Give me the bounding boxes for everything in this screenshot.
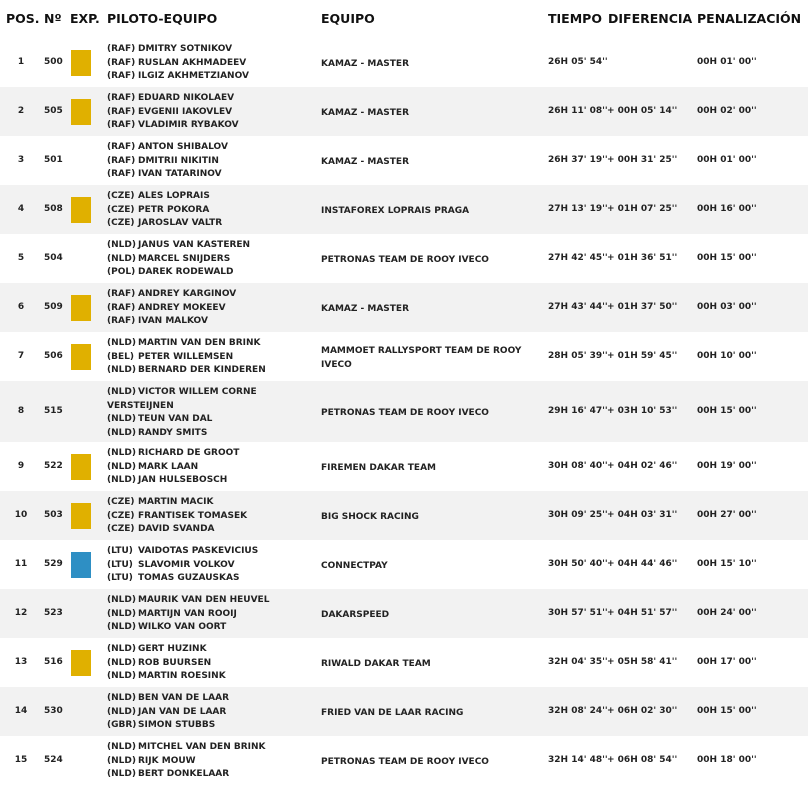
crew-name: IVAN MALKOV [138, 316, 208, 327]
team-cell: BIG SHOCK RACING [321, 512, 419, 522]
crew-nationality: (NLD) [107, 644, 136, 654]
table-row [0, 687, 808, 736]
difference-cell: + 04H 03' 31'' [607, 510, 678, 520]
crew-nationality: (NLD) [107, 693, 136, 703]
crew-name: ANDREY MOKEEV [138, 302, 226, 313]
table-row [0, 638, 808, 687]
table-row [0, 332, 808, 381]
crew-nationality: (NLD) [107, 414, 136, 425]
difference-cell: + 01H 37' 50'' [607, 302, 678, 312]
crew-name: MARTIN MACIK [138, 497, 214, 507]
crew-list [107, 92, 239, 133]
crew-list [107, 643, 226, 684]
crew-member [107, 719, 229, 733]
number-cell: 515 [44, 406, 63, 416]
crew-nationality: (RAF) [107, 289, 136, 299]
time-cell: 30H 50' 40'' [548, 559, 608, 569]
penalty-cell: 00H 27' 00'' [697, 510, 757, 520]
position-cell: 5 [17, 253, 25, 263]
crew-list [107, 594, 269, 635]
crew-list [107, 190, 222, 231]
position-cell: 11 [14, 559, 28, 569]
crew-member [107, 510, 247, 524]
penalty-cell: 00H 18' 00'' [697, 755, 757, 765]
team-cell: CONNECTPAY [321, 561, 388, 571]
number-cell: 523 [44, 608, 63, 618]
crew-name: BERNARD DER KINDEREN [138, 365, 266, 376]
crew-name: ANTON SHIBALOV [138, 142, 228, 152]
experience-badge-gold-icon [71, 650, 91, 676]
penalty-cell: 00H 10' 00'' [697, 351, 757, 361]
difference-cell: + 00H 05' 14'' [607, 106, 678, 116]
crew-name: MARTIN ROESINK [138, 671, 226, 682]
crew-nationality: (RAF) [107, 120, 136, 131]
crew-member [107, 155, 228, 169]
table-row [0, 87, 808, 136]
crew-list [107, 496, 247, 537]
time-cell: 32H 08' 24'' [548, 706, 608, 716]
crew-member [107, 386, 257, 413]
crew-name: FRANTISEK TOMASEK [138, 510, 248, 521]
crew-nationality: (RAF) [107, 169, 136, 180]
difference-cell: + 03H 10' 53'' [607, 406, 678, 416]
team-cell: MAMMOET RALLYSPORT TEAM DE ROOY IVECO [321, 346, 522, 370]
crew-nationality: (CZE) [107, 524, 135, 535]
time-cell: 30H 57' 51'' [548, 608, 608, 618]
crew-member [107, 43, 249, 57]
difference-cell: + 06H 02' 30'' [607, 706, 678, 716]
crew-member [107, 253, 250, 267]
crew-name: DAREK RODEWALD [138, 267, 234, 278]
crew-name: JANUS VAN KASTEREN [138, 240, 251, 250]
crew-member [107, 755, 266, 769]
difference-cell: + 01H 59' 45'' [607, 351, 678, 361]
crew-member [107, 496, 247, 510]
crew-member [107, 190, 222, 204]
time-cell: 27H 43' 44'' [548, 302, 608, 312]
crew-member [107, 413, 257, 427]
crew-member [107, 594, 269, 608]
penalty-cell: 00H 24' 00'' [697, 608, 757, 618]
crew-nationality: (NLD) [107, 742, 136, 752]
team-cell: KAMAZ - MASTER [321, 108, 410, 118]
time-cell: 28H 05' 39'' [548, 351, 608, 361]
table-row [0, 185, 808, 234]
number-cell: 524 [44, 755, 63, 765]
table-row [0, 38, 808, 87]
crew-nationality: (RAF) [107, 142, 136, 152]
crew-name: SLAVOMIR VOLKOV [138, 559, 235, 570]
crew-nationality: (CZE) [107, 218, 135, 229]
difference-cell: + 00H 31' 25'' [607, 155, 678, 165]
crew-name: DAVID SVANDA [138, 524, 215, 535]
crew-name: WILKO VAN OORT [138, 622, 227, 633]
crew-member [107, 523, 247, 537]
penalty-cell: 00H 15' 00'' [697, 253, 757, 263]
header-diff: DIFERENCIA [608, 11, 693, 26]
crew-member [107, 474, 239, 488]
table-header [0, 0, 808, 38]
crew-list [107, 692, 229, 733]
team-cell: KAMAZ - MASTER [321, 157, 410, 167]
crew-member [107, 119, 239, 133]
table-row [0, 736, 808, 785]
crew-name: BEN VAN DE LAAR [138, 693, 230, 703]
crew-list [107, 141, 228, 182]
number-cell: 508 [44, 204, 63, 214]
crew-member [107, 692, 229, 706]
crew-member [107, 315, 236, 329]
crew-member [107, 288, 236, 302]
crew-name: RANDY SMITS [138, 428, 208, 439]
crew-nationality: (NLD) [107, 671, 136, 682]
crew-name: ANDREY KARGINOV [138, 289, 237, 299]
number-cell: 505 [44, 106, 63, 116]
crew-name: MARTIJN VAN ROOIJ [138, 608, 237, 619]
crew-member [107, 670, 226, 684]
difference-cell: + 01H 36' 51'' [607, 253, 678, 263]
position-cell: 12 [14, 608, 28, 618]
crew-nationality: (NLD) [107, 253, 136, 264]
crew-name: JAN VAN DE LAAR [138, 706, 227, 717]
team-cell: PETRONAS TEAM DE ROOY IVECO [321, 757, 489, 767]
table-body [0, 38, 808, 785]
penalty-cell: 00H 15' 10'' [697, 559, 757, 569]
crew-name: IVAN TATARINOV [138, 169, 222, 180]
position-cell: 1 [17, 57, 25, 67]
crew-name: PETER WILLEMSEN [138, 351, 234, 362]
experience-badge-gold-icon [71, 197, 91, 223]
position-cell: 4 [17, 204, 25, 214]
crew-nationality: (RAF) [107, 57, 136, 68]
penalty-cell: 00H 15' 00'' [697, 706, 757, 716]
crew-nationality: (RAF) [107, 316, 136, 327]
crew-list [107, 447, 239, 488]
crew-nationality: (GBR) [107, 720, 137, 731]
crew-nationality: (RAF) [107, 106, 136, 117]
time-cell: 30H 09' 25'' [548, 510, 608, 520]
crew-member [107, 217, 222, 231]
crew-name: ROB BUURSEN [138, 657, 212, 668]
crew-name: TOMAS GUZAUSKAS [138, 573, 240, 584]
table-row [0, 442, 808, 491]
crew-name: VAIDOTAS PASKEVICIUS [138, 546, 259, 556]
crew-name: PETR POKORA [138, 204, 210, 215]
crew-nationality: (LTU) [107, 559, 133, 570]
number-cell: 509 [44, 302, 63, 312]
crew-nationality: (RAF) [107, 155, 136, 166]
crew-name: MITCHEL VAN DEN BRINK [138, 742, 266, 752]
crew-name: RIJK MOUW [138, 755, 196, 766]
crew-member [107, 643, 226, 657]
number-cell: 504 [44, 253, 63, 263]
crew-list [107, 239, 250, 280]
table-row [0, 381, 808, 442]
crew-member [107, 461, 239, 475]
time-cell: 26H 11' 08'' [548, 106, 608, 116]
team-cell: FIREMEN DAKAR TEAM [321, 463, 436, 473]
crew-member [107, 545, 258, 559]
crew-nationality: (NLD) [107, 461, 136, 472]
crew-name: MAURIK VAN DEN HEUVEL [138, 595, 270, 605]
crew-member [107, 621, 269, 635]
crew-list [107, 43, 249, 84]
crew-nationality: (LTU) [107, 573, 133, 584]
header-num: Nº [44, 11, 62, 26]
crew-nationality: (LTU) [107, 546, 133, 556]
time-cell: 30H 08' 40'' [548, 461, 608, 471]
header-pos: POS. [6, 11, 40, 26]
penalty-cell: 00H 15' 00'' [697, 406, 757, 416]
crew-member [107, 741, 266, 755]
team-cell: FRIED VAN DE LAAR RACING [321, 708, 464, 718]
crew-nationality: (NLD) [107, 755, 136, 766]
difference-cell: + 04H 51' 57'' [607, 608, 678, 618]
crew-nationality: (NLD) [107, 448, 136, 458]
crew-nationality: (NLD) [107, 365, 136, 376]
team-cell: PETRONAS TEAM DE ROOY IVECO [321, 255, 489, 265]
header-team: EQUIPO [321, 11, 375, 26]
experience-badge-gold-icon [71, 295, 91, 321]
crew-name: DMITRII NIKITIN [138, 155, 219, 166]
crew-member [107, 266, 250, 280]
crew-list [107, 386, 257, 441]
crew-list [107, 288, 236, 329]
crew-nationality: (NLD) [107, 595, 136, 605]
crew-name: TEUN VAN DAL [138, 414, 213, 425]
crew-name: ILGIZ AKHMETZIANOV [138, 71, 249, 82]
time-cell: 27H 13' 19'' [548, 204, 608, 214]
crew-nationality: (NLD) [107, 769, 136, 780]
crew-name: JAROSLAV VALTR [138, 218, 223, 229]
penalty-cell: 00H 03' 00'' [697, 302, 757, 312]
crew-nationality: (NLD) [107, 475, 136, 486]
time-cell: 32H 04' 35'' [548, 657, 608, 667]
crew-list [107, 741, 266, 782]
difference-cell: + 04H 44' 46'' [607, 559, 678, 569]
crew-member [107, 92, 239, 106]
penalty-cell: 00H 16' 00'' [697, 204, 757, 214]
position-cell: 13 [14, 657, 28, 667]
crew-name: MARTIN VAN DEN BRINK [138, 338, 261, 348]
crew-member [107, 337, 266, 351]
crew-member [107, 706, 229, 720]
crew-list [107, 337, 266, 378]
crew-nationality: (NLD) [107, 608, 136, 619]
position-cell: 2 [17, 106, 25, 116]
crew-member [107, 559, 258, 573]
difference-cell: + 05H 58' 41'' [607, 657, 678, 667]
number-cell: 516 [44, 657, 63, 667]
crew-member [107, 351, 266, 365]
crew-member [107, 364, 266, 378]
penalty-cell: 00H 01' 00'' [697, 155, 757, 165]
team-cell: DAKARSPEED [321, 610, 390, 620]
number-cell: 503 [44, 510, 63, 520]
crew-member [107, 657, 226, 671]
header-pilot: PILOTO-EQUIPO [107, 11, 218, 26]
difference-cell: + 04H 02' 46'' [607, 461, 678, 471]
crew-nationality: (CZE) [107, 204, 135, 215]
crew-nationality: (BEL) [107, 351, 134, 362]
crew-member [107, 427, 257, 441]
crew-name: JAN HULSEBOSCH [138, 475, 228, 486]
crew-nationality: (NLD) [107, 240, 136, 250]
crew-nationality: (POL) [107, 267, 136, 278]
crew-nationality: (RAF) [107, 302, 136, 313]
crew-nationality: (RAF) [107, 44, 136, 54]
crew-name: GERT HUZINK [138, 644, 207, 654]
position-cell: 14 [14, 706, 28, 716]
table-row [0, 491, 808, 540]
header-exp: EXP. [70, 11, 100, 26]
crew-name: RUSLAN AKHMADEEV [138, 57, 247, 68]
experience-badge-gold-icon [71, 50, 91, 76]
time-cell: 32H 14' 48'' [548, 755, 608, 765]
table-row [0, 589, 808, 638]
team-cell: INSTAFOREX LOPRAIS PRAGA [321, 206, 470, 216]
crew-nationality: (NLD) [107, 387, 136, 397]
crew-name: SIMON STUBBS [138, 720, 216, 731]
team-cell: PETRONAS TEAM DE ROOY IVECO [321, 408, 489, 418]
crew-name: MARCEL SNIJDERS [138, 253, 231, 264]
crew-member [107, 302, 236, 316]
experience-badge-gold-icon [71, 503, 91, 529]
penalty-cell: 00H 17' 00'' [697, 657, 757, 667]
time-cell: 26H 37' 19'' [548, 155, 608, 165]
crew-member [107, 447, 239, 461]
crew-nationality: (CZE) [107, 510, 135, 521]
number-cell: 529 [44, 559, 63, 569]
crew-name: RICHARD DE GROOT [138, 448, 240, 458]
crew-nationality: (NLD) [107, 622, 136, 633]
crew-nationality: (CZE) [107, 191, 135, 201]
difference-cell: + 01H 07' 25'' [607, 204, 678, 214]
crew-member [107, 608, 269, 622]
crew-member [107, 57, 249, 71]
crew-nationality: (RAF) [107, 71, 136, 82]
crew-name: MARK LAAN [138, 461, 199, 472]
penalty-cell: 00H 19' 00'' [697, 461, 757, 471]
crew-name: VLADIMIR RYBAKOV [138, 120, 239, 131]
table-row [0, 136, 808, 185]
position-cell: 9 [17, 461, 25, 471]
table-row [0, 540, 808, 589]
time-cell: 26H 05' 54'' [548, 57, 608, 67]
crew-name: EVGENII IAKOVLEV [138, 106, 233, 117]
header-time: TIEMPO [548, 11, 602, 26]
position-cell: 3 [17, 155, 25, 165]
time-cell: 29H 16' 47'' [548, 406, 608, 416]
crew-member [107, 239, 250, 253]
crew-member [107, 106, 239, 120]
penalty-cell: 00H 02' 00'' [697, 106, 757, 116]
crew-nationality: (NLD) [107, 706, 136, 717]
table-row [0, 283, 808, 332]
position-cell: 7 [17, 351, 25, 361]
experience-badge-gold-icon [71, 344, 91, 370]
crew-member [107, 168, 228, 182]
position-cell: 6 [17, 302, 25, 312]
crew-nationality: (NLD) [107, 657, 136, 668]
crew-nationality: (RAF) [107, 93, 136, 103]
number-cell: 500 [44, 57, 63, 67]
position-cell: 10 [14, 510, 28, 520]
crew-nationality: (NLD) [107, 338, 136, 348]
crew-name: VICTOR WILLEM CORNE VERSTEIJNEN [107, 387, 257, 411]
crew-member [107, 141, 228, 155]
team-cell: RIWALD DAKAR TEAM [321, 659, 431, 669]
team-cell: KAMAZ - MASTER [321, 59, 410, 69]
penalty-cell: 00H 01' 00'' [697, 57, 757, 67]
crew-list [107, 545, 258, 586]
crew-nationality: (NLD) [107, 428, 136, 439]
crew-name: ALES LOPRAIS [138, 191, 210, 201]
crew-nationality: (CZE) [107, 497, 135, 507]
number-cell: 530 [44, 706, 63, 716]
difference-cell: + 06H 08' 54'' [607, 755, 678, 765]
number-cell: 506 [44, 351, 63, 361]
crew-member [107, 204, 222, 218]
team-cell: KAMAZ - MASTER [321, 304, 410, 314]
position-cell: 8 [17, 406, 25, 416]
table-row [0, 234, 808, 283]
experience-badge-gold-icon [71, 454, 91, 480]
experience-badge-blue-icon [71, 552, 91, 578]
header-pen: PENALIZACIÓN [697, 11, 802, 26]
crew-name: DMITRY SOTNIKOV [138, 44, 233, 54]
crew-name: EDUARD NIKOLAEV [138, 93, 235, 103]
number-cell: 501 [44, 155, 63, 165]
crew-name: BERT DONKELAAR [138, 769, 230, 780]
crew-member [107, 768, 266, 782]
time-cell: 27H 42' 45'' [548, 253, 608, 263]
experience-badge-gold-icon [71, 99, 91, 125]
crew-member [107, 70, 249, 84]
crew-member [107, 572, 258, 586]
number-cell: 522 [44, 461, 63, 471]
position-cell: 15 [14, 755, 28, 765]
